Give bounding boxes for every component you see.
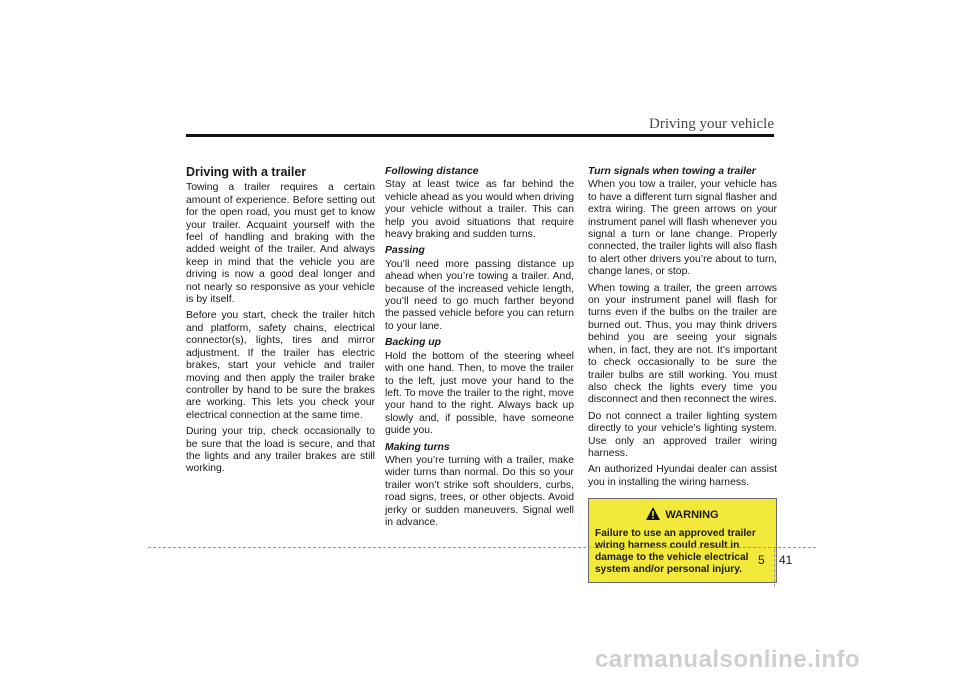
warning-title: WARNING [665, 509, 719, 522]
paragraph: When towing a trailer, the green arrows on your instrument panel will flash for turns even if the bulbs on the trailer are burned out. Thus, you may think drivers behind you are seeing your signals when, in fact, they are not. It’s important to check occasionally to be sure the trailer bulbs are still working. You must also check the lights every time you disconnect and then reconnect the wires. [588, 282, 777, 406]
warning-header [595, 507, 770, 523]
paragraph: Stay at least twice as far behind the vehicle ahead as you would when driving your vehicle without a trailer. This can help you avoid situations that require heavy braking and sudden turns. [385, 179, 574, 241]
chapter-number: 5 [758, 553, 765, 567]
paragraph: During your trip, check occasionally to be sure that the load is secure, and that the lights and any trailer brakes are still working. [186, 426, 375, 475]
column-3 [588, 166, 777, 583]
column-2 [385, 166, 574, 533]
watermark: carmanualsonline.info [595, 646, 861, 673]
column-1 [186, 166, 375, 480]
paragraph: Do not connect a trailer lighting system directly to your vehicle’s lighting system. Use only an approved trailer wiring harness. [588, 410, 777, 459]
subheading-backing-up: Backing up [385, 337, 442, 349]
footer-vertical-divider [774, 549, 775, 587]
paragraph: Towing a trailer requires a certain amount of experience. Before setting out for the open road, you must get to know your trailer. Acquaint yourself with the feel of handling and braking with the added weight of the trailer. And always keep in mind that the vehicle you are driving is now a good deal longer and not nearly so responsive as your vehicle is by itself. [186, 182, 375, 306]
section-title: Driving with a trailer [186, 165, 307, 179]
page-header-title: Driving your vehicle [649, 116, 774, 132]
paragraph: You’ll need more passing distance up ahead when you’re towing a trailer. And, because of the increased vehicle length, you’ll need to go much farther beyond the passed vehicle before you can return to your lane. [385, 258, 574, 332]
warning-triangle-icon [646, 507, 660, 523]
paragraph: When you’re turning with a trailer, make wider turns than normal. Do this so your trailer won’t strike soft shoulders, curbs, road signs, trees, or other objects. Avoid jerky or sudden maneuvers. Signal well in advance. [385, 454, 574, 528]
footer-divider [148, 547, 816, 548]
subheading-passing: Passing [385, 245, 425, 257]
paragraph: An authorized Hyundai dealer can assist you in installing the wiring harness. [588, 464, 777, 488]
page-number: 41 [779, 553, 793, 567]
warning-box [588, 498, 777, 582]
subheading-turn-signals: Turn signals when towing a trailer [588, 166, 756, 177]
subheading-making-turns: Making turns [385, 441, 450, 453]
header-rule [186, 134, 774, 137]
paragraph: Before you start, check the trailer hitch and platform, safety chains, electrical connector(s), lights, tires and mirror adjustment. If the trailer has electric brakes, start your vehicle and trailer moving and then apply the trailer brake controller by hand to be sure the brakes are working. This lets you check your electrical connection at the same time. [186, 310, 375, 421]
warning-text: Failure to use an approved trailer wiring harness could result in damage to the vehicle electrical system and/or personal injury. [595, 527, 756, 575]
paragraph: When you tow a trailer, your vehicle has to have a different turn signal flasher and extra wiring. The green arrows on your instrument panel will flash whenever you signal a turn or lane change. Properly connected, the trailer lights will also flash to alert other drivers you’re about to turn, change lanes, or stop. [588, 179, 777, 278]
paragraph: Hold the bottom of the steering wheel with one hand. Then, to move the trailer to the left, just move your hand to the left. To move the trailer to the right, move your hand to the right. Always back up slowly and, if possible, have someone guide you. [385, 350, 574, 437]
subheading-following-distance: Following distance [385, 166, 479, 177]
